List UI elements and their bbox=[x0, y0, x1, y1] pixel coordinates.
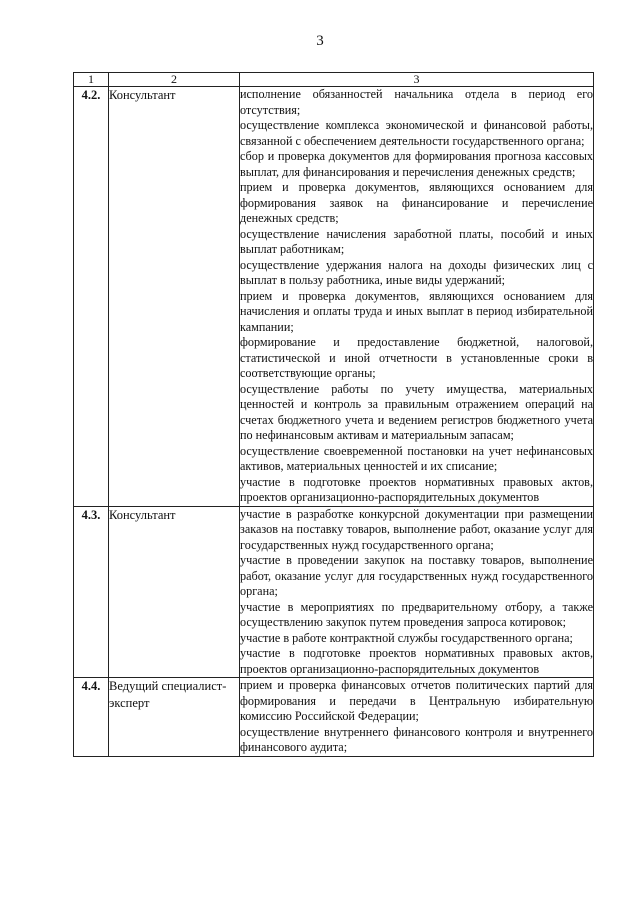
duty-item: осуществление работы по учету имущества, материальных ценностей и контроль за правильным отражением операций на счетах бюджетного учета и ведением регистров бюджетного учета по нефинансовым активам и материальным запасам; bbox=[240, 381, 593, 442]
table-row bbox=[74, 87, 594, 507]
duty-item: участие в проведении закупок на поставку товаров, выполнение работ, оказание услуг для государственных нужд государственного органа; bbox=[240, 553, 593, 598]
position-title: Консультант bbox=[109, 87, 240, 507]
duty-item: участие в разработке конкурсной документации при размещении заказов на поставку товаров, выполнение работ, оказание услуг для государственных нужд государственного органа; bbox=[240, 506, 593, 552]
page-number: 3 bbox=[316, 33, 324, 49]
position-title: Ведущий специалист-эксперт bbox=[109, 678, 240, 757]
duty-item: прием и проверка документов, являющихся основанием для начисления и оплаты труда и иных выплат в период избирательной кампании; bbox=[240, 288, 593, 334]
duties-cell bbox=[240, 506, 594, 678]
duty-item: осуществление внутреннего финансового контроля и внутреннего финансового аудита; bbox=[240, 724, 593, 754]
row-number: 4.3. bbox=[74, 506, 109, 678]
row-number: 4.2. bbox=[74, 87, 109, 507]
duty-item: прием и проверка финансовых отчетов политических партий для формирования и передачи в Центральную избирательную комиссию Российской Федерации; bbox=[240, 678, 593, 723]
duties-cell bbox=[240, 87, 594, 507]
duty-item: прием и проверка документов, являющихся основанием для формирования заявок на финансирование и перечисление денежных средств; bbox=[240, 180, 593, 225]
duty-item: осуществление комплекса экономической и финансовой работы, связанной с обеспечением деятельности государственного органа; bbox=[240, 118, 593, 148]
duties-cell bbox=[240, 678, 594, 757]
duty-item: исполнение обязанностей начальника отдела в период его отсутствия; bbox=[240, 87, 593, 117]
duty-item: участие в мероприятиях по предварительному отбору, а также осуществлению закупок путем проведения запроса котировок; bbox=[240, 599, 593, 629]
table-row bbox=[74, 506, 594, 678]
duty-item: осуществление удержания налога на доходы физических лиц с выплат в пользу работника, иные виды удержаний; bbox=[240, 257, 593, 287]
duty-item: осуществление начисления заработной платы, пособий и иных выплат работникам; bbox=[240, 226, 593, 256]
position-title: Консультант bbox=[109, 506, 240, 678]
duty-item: сбор и проверка документов для формирования прогноза кассовых выплат, для финансирования и перечисления денежных средств; bbox=[240, 149, 593, 179]
table-header-row bbox=[74, 73, 594, 87]
duty-item: участие в подготовке проектов нормативных правовых актов, проектов организационно-распорядительных документов bbox=[240, 474, 593, 504]
column-header-number: 1 bbox=[74, 73, 109, 87]
duty-item: участие в работе контрактной службы государственного органа; bbox=[240, 630, 573, 645]
row-number: 4.4. bbox=[74, 678, 109, 757]
duties-table bbox=[73, 72, 594, 757]
column-header-position: 2 bbox=[109, 73, 240, 87]
duty-item: осуществление своевременной постановки на учет нефинансовых активов, материальных ценностей и их списание; bbox=[240, 443, 593, 473]
duty-item: участие в подготовке проектов нормативных правовых актов, проектов организационно-распорядительных документов bbox=[240, 646, 593, 676]
table-row bbox=[74, 678, 594, 757]
duty-item: формирование и предоставление бюджетной, налоговой, статистической и иной отчетности в установленные сроки в соответствующие органы; bbox=[240, 335, 593, 380]
column-header-duties: 3 bbox=[240, 73, 594, 87]
